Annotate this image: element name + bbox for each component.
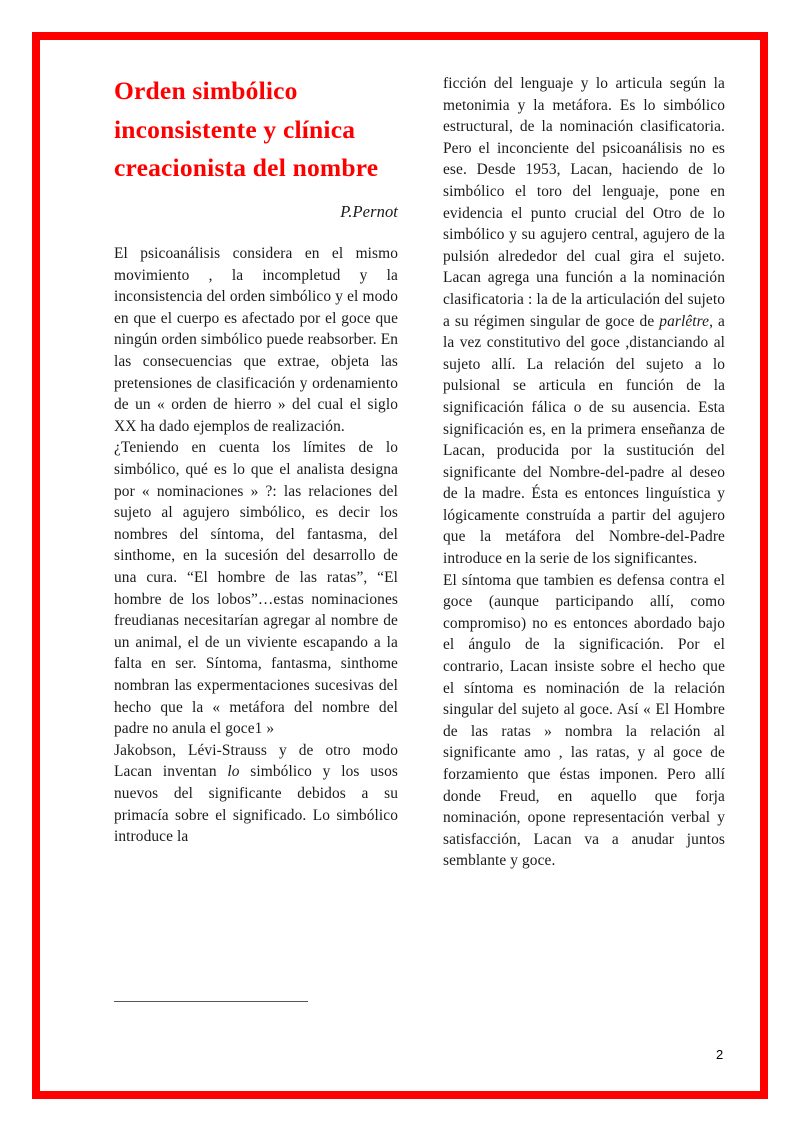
- italic-term: parlêtre,: [659, 312, 714, 330]
- paragraph-text: a la vez constitutivo del goce ,distanciando al sujeto allí. La relación del sujeto a lo pulsional se articula en función de la significación fálica o de su ausencia. Esta significación es, en la primera enseñanza de Lacan, producida por la sustitución del significante del Nombre-del-padre al deseo de la madre. Ésta es entonces linguística y lógicamente construída a partir del agujero que la metáfora del Nombre-del-Padre introduce en la serie de los significantes.: [443, 312, 725, 568]
- article-title: Orden simbólico inconsistente y clínica creacionista del nombre: [114, 76, 379, 182]
- paragraph-text: simbólico y los usos nuevos del significante debidos a su primacía sobre el significado. Lo simbólico introduce la: [114, 763, 398, 846]
- paragraph: [443, 73, 725, 570]
- paragraph: ¿Teniendo en cuenta los límites de lo simbólico, qué es lo que el analista designa por « nominaciones » ?: las relaciones del sujeto al agujero simbólico, es decir los nombres del síntoma, del fantasma, del sinthome, en la sucesión del desarrollo de una cura. “El hombre de las ratas”, “El hombre de los lobos”…estas nominaciones freudianas necesitarían agregar al nombre de un animal, el de un viviente escapando a la falta en ser. Síntoma, fantasma, sinthome nombran las expermentaciones sucesivas del hecho que la « metáfora del nombre del padre no anula el goce1 »: [114, 439, 398, 738]
- page-number: 2: [716, 1047, 724, 1062]
- left-column: [114, 72, 398, 848]
- author-byline: P.Pernot: [340, 201, 398, 221]
- paragraph-text: Jakobson, Lévi-Strauss y de otro modo Lacan inventan: [114, 741, 398, 781]
- footnote-separator: [114, 1001, 308, 1002]
- paragraph: [114, 740, 398, 848]
- paragraph: El síntoma que tambien es defensa contra el goce (aunque participando allí, como compromiso) no es entonces abordado bajo el ángulo de la significación. Por el contrario, Lacan insiste sobre el hecho que el síntoma es nominación de la relación singular del sujeto al goce. Así « El Hombre de las ratas » nombra la relación al significante amo , las ratas, y al goce de forzamiento que éstas imponen. Pero allí donde Freud, en aquello que forja nominación, opone representación verbal y satisfacción, Lacan va a anudar juntos semblante y goce.: [443, 571, 725, 870]
- right-column: [443, 73, 725, 872]
- italic-term: lo: [227, 763, 240, 781]
- paragraph-text: ficción del lenguaje y lo articula según la metonimia y la metáfora. Es lo simbólico estructural, de la nominación clasificatoria. Pero el inconciente del psicoanálisis no es ese. Desde 1953, Lacan, haciendo de lo simbólico el toro del lenguaje, pone en evidencia el punto crucial del Otro de lo simbólico y su agujero central, agujero de la pulsión alrededor del cual gira el sujeto. Lacan agrega una función a la nominación clasificatoria : la de la articulación del sujeto a su régimen singular de goce de: [443, 75, 725, 330]
- paragraph: El psicoanálisis considera en el mismo movimiento , la incompletud y la inconsistencia del orden simbólico y el modo en que el cuerpo es afectado por el goce que ningún orden simbólico puede reabsorber. En las consecuencias que extrae, objeta las pretensiones de clasificación y ordenamiento de un « orden de hierro » del cual el siglo XX ha dado ejemplos de realización.: [114, 245, 398, 435]
